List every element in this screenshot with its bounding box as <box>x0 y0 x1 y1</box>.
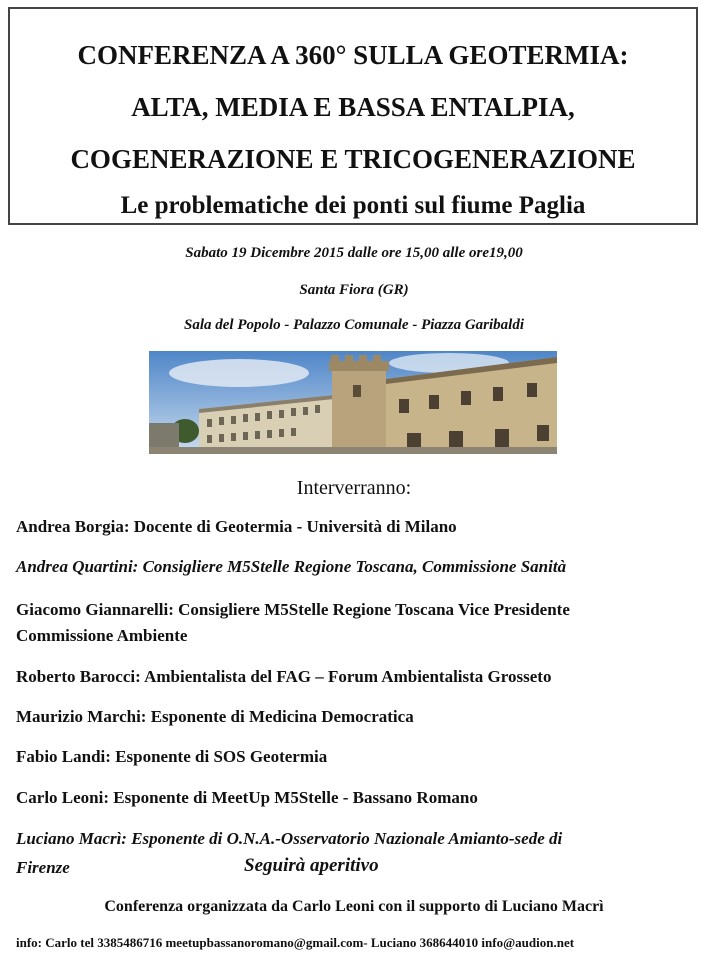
speaker-borgia: Andrea Borgia: Docente di Geotermia - Università di Milano <box>16 517 457 536</box>
organized-by: Conferenza organizzata da Carlo Leoni con il supporto di Luciano Macrì <box>104 898 604 915</box>
event-place: Santa Fiora (GR) <box>299 282 409 298</box>
title-line-3: COGENERAZIONE E TRICOGENERAZIONE <box>70 144 636 174</box>
speaker-marchi: Maurizio Marchi: Esponente di Medicina Democratica <box>16 707 414 726</box>
speaker-landi: Fabio Landi: Esponente di SOS Geotermia <box>16 747 328 766</box>
speaker-giannarelli-cont: Commissione Ambiente <box>16 626 188 645</box>
speaker-leoni: Carlo Leoni: Esponente di MeetUp M5Stelle - Bassano Romano <box>16 788 478 807</box>
speaker-macri: Luciano Macrì: Esponente di O.N.A.-Osservatorio Nazionale Amianto-sede di <box>16 829 563 848</box>
speaker-macri-cont: Firenze <box>16 858 70 877</box>
contacts-line: info: Carlo tel 3385486716 meetupbassanoromano@gmail.com- Luciano 368644010 info@audion.net <box>16 935 575 950</box>
speaker-quartini: Andrea Quartini: Consigliere M5Stelle Regione Toscana, Commissione Sanità <box>16 557 567 576</box>
title-line-1: CONFERENZA A 360° SULLA GEOTERMIA: <box>77 40 629 70</box>
speaker-giannarelli: Giacomo Giannarelli: Consigliere M5Stelle Regione Toscana Vice Presidente <box>16 600 570 619</box>
speaker-barocci: Roberto Barocci: Ambientalista del FAG – Forum Ambientalista Grosseto <box>16 667 552 686</box>
speakers-heading: Interverranno: <box>296 477 412 499</box>
title-box <box>8 7 698 225</box>
venue-photo <box>149 351 557 454</box>
title-line-2: ALTA, MEDIA E BASSA ENTALPIA, <box>131 92 575 122</box>
aperitivo-note: Seguirà aperitivo <box>244 855 379 876</box>
event-venue: Sala del Popolo - Palazzo Comunale - Piazza Garibaldi <box>183 317 525 333</box>
event-date: Sabato 19 Dicembre 2015 dalle ore 15,00 alle ore19,00 <box>185 245 523 261</box>
title-subtitle: Le problematiche dei ponti sul fiume Paglia <box>120 192 586 219</box>
